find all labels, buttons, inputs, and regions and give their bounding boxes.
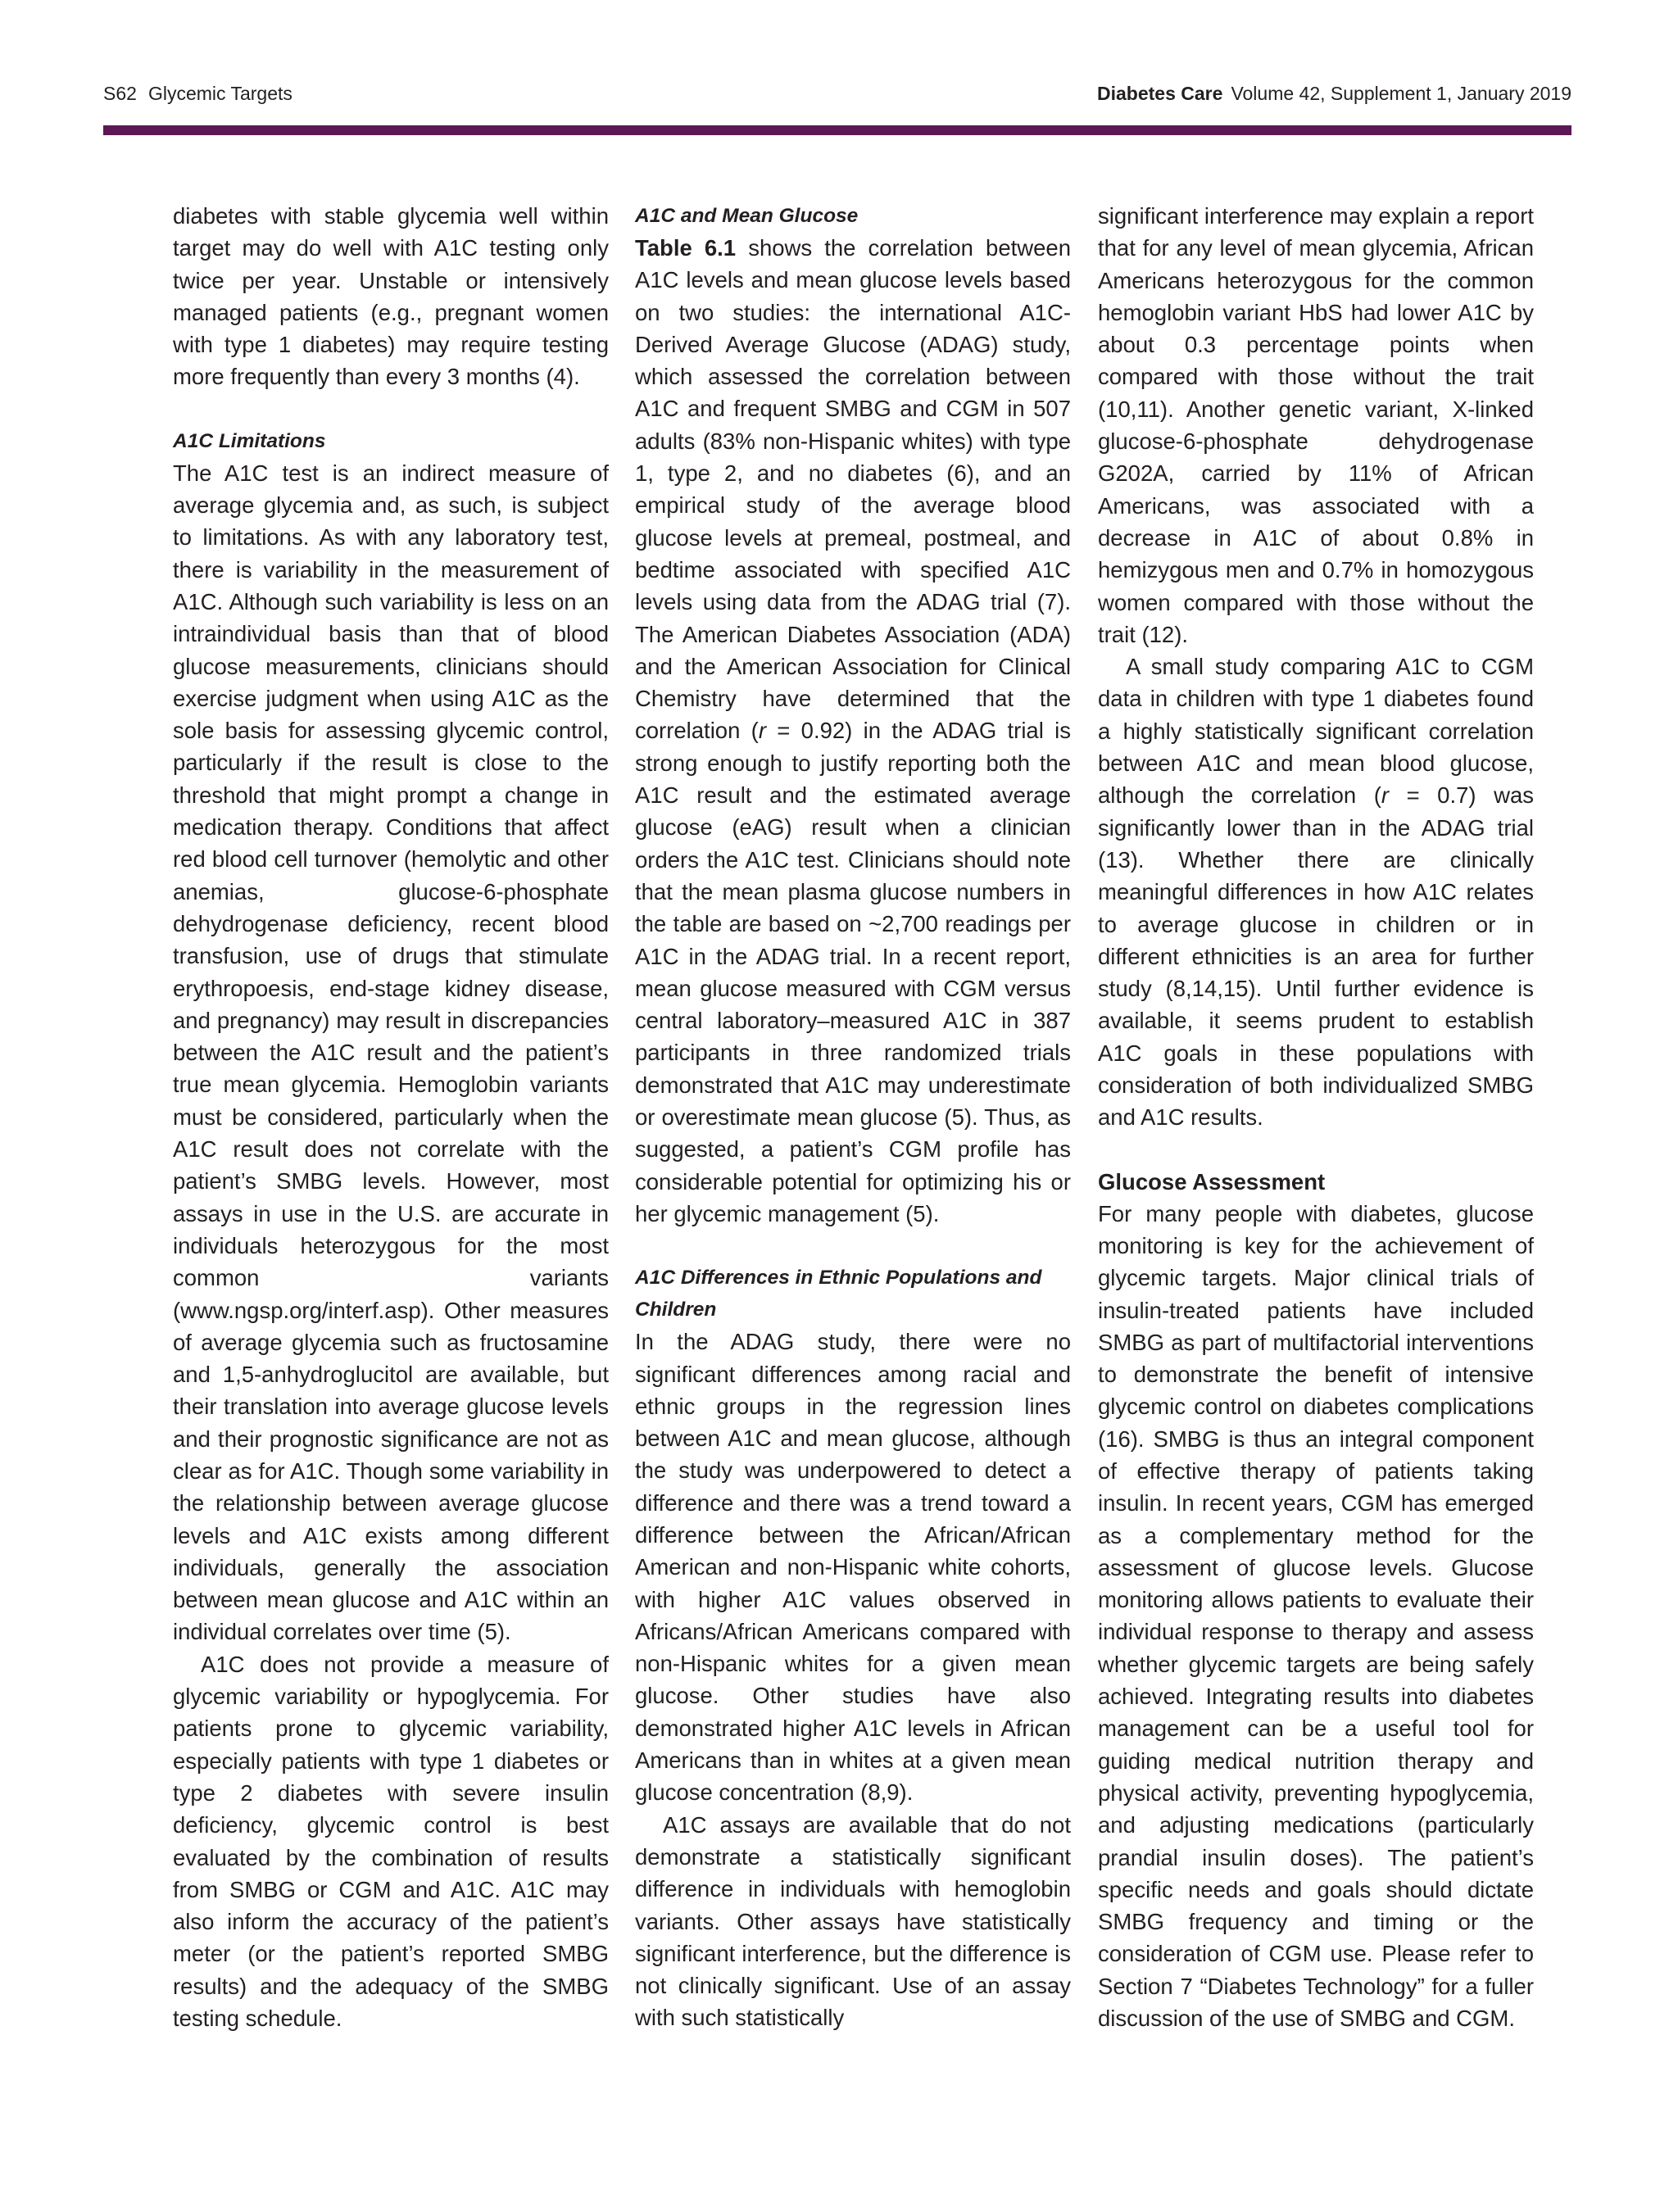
page-number: S62 <box>103 83 137 104</box>
text-run: A small study comparing A1C to CGM data in children with type 1 diabetes found a highly statistically significant correlation between A1C and mean blood glucose, although the correlation ( <box>1098 654 1534 809</box>
subheading-a1c-limitations: A1C Limitations <box>173 429 326 452</box>
text-run: shows the correlation between A1C levels and mean glucose levels based on two studies: the international A1C-Derived Average Glucose (ADAG) study, which assessed the correlation between A1C and frequent SMBG and CGM in 507 adults (83% non-Hispanic whites) with type 1, type 2, and no diabetes (6), and an empirical study of the average blood glucose levels at premeal, postmeal, and bedtime associated with specified A1C levels using data from the ADAG trial (7). The American Diabetes Association (ADA) and the American Association for Clinical Chemistry have determined that the correlation ( <box>635 235 1072 744</box>
paragraph: significant interference may explain a report that for any level of mean glycemia, African Americans heterozygous for the common hemoglobin variant HbS had lower A1C by about 0.3 percentage points when compared with those without the trait (10,11). Another genetic variant, X-linked glucose-6-phosphate dehydrogenase G202A, carried by 11% of African Americans, was associated with a decrease in A1C of about 0.8% in hemizygous men and 0.7% in homozygous women compared with those without the trait (12). <box>1098 203 1534 647</box>
paragraph <box>635 232 1071 1230</box>
paragraph: The A1C test is an indirect measure of average glycemia and, as such, is subject to limitations. As with any laboratory test, there is variability in the measurement of A1C. Although such variability is less on an intraindividual basis than that of blood glucose measurements, clinicians should exercise judgment when using A1C as the sole basis for assessing glycemic control, particularly if the result is close to the threshold that might prompt a change in medication therapy. Conditions that affect red blood cell turnover (hemolytic and other anemias, glucose-6-phosphate dehydrogenase deficiency, recent blood transfusion, use of drugs that stimulate erythropoesis, end-stage kidney disease, and pregnancy) may result in discrepancies between the A1C result and the patient’s true mean glycemia. Hemoglobin variants must be considered, particularly when the A1C result does not correlate with the patient’s SMBG levels. However, most assays in use in the U.S. are accurate in individuals heterozygous for the most common variants (www.ngsp.org/interf.asp). Other measures of average glycemia such as fructosamine and 1,5-anhydroglucitol are available, but their translation into average glucose levels and their prognostic significance are not as clear as for A1C. Though some variability in the relationship between average glucose levels and A1C exists among different individuals, generally the association between mean glucose and A1C within an individual correlates over time (5). <box>173 460 609 1645</box>
paragraph: For many people with diabetes, glucose monitoring is key for the achievement of glycemic targets. Major clinical trials of insulin-treated patients have included SMBG as part of multifactorial interventions to demonstrate the benefit of intensive glycemic control on diabetes complications (16). SMBG is thus an integral component of effective therapy of patients taking insulin. In recent years, CGM has emerged as a complementary method for the assessment of glucose levels. Glucose monitoring allows patients to evaluate their individual response to therapy and assess whether glycemic targets are being safely achieved. Integrating results into diabetes management can be a useful tool for guiding medical nutrition therapy and physical activity, preventing hypoglycemia, and adjusting medications (particularly prandial insulin doses). The patient’s specific needs and goals should dictate SMBG frequency and timing or the consideration of CGM use. Please refer to Section 7 “Diabetes Technology” for a fuller discussion of the use of SMBG and CGM. <box>1098 1200 1534 2032</box>
section-title: Glycemic Targets <box>147 83 293 104</box>
text-run: = 0.7) was significantly lower than in the ADAG trial (13). Whether there are clinically meaningful differences in how A1C relates to average glucose in children or in different ethnicities is an area for further study (8,14,15). Until further evidence is available, it seems prudent to establish A1C goals in these populations with consideration of both individualized SMBG and A1C results. <box>1098 782 1534 1131</box>
running-head <box>103 83 1571 112</box>
column-1 <box>173 200 609 2034</box>
paragraph: A1C assays are available that do not demonstrate a statistically significant difference in individuals with hemoglobin variants. Other assays have statistically significant interference, but the difference is not clinically significant. Use of an assay with such statistically <box>635 1811 1071 2031</box>
issue-info: Volume 42, Supplement 1, January 2019 <box>1231 83 1571 104</box>
header-rule <box>103 125 1571 135</box>
paragraph: diabetes with stable glycemia well within target may do well with A1C testing only twice per year. Unstable or intensively managed patients (e.g., pregnant women with type 1 diabetes) may require testing more frequently than every 3 months (4). <box>173 203 609 390</box>
section-heading-glucose-assessment: Glucose Assessment <box>1098 1168 1326 1194</box>
column-2 <box>635 200 1071 2034</box>
table-reference-link[interactable]: Table 6.1 <box>635 235 737 261</box>
text-run: = 0.92) in the ADAG trial is strong enough to justify reporting both the A1C result and the estimated average glucose (eAG) result when a clinician orders the A1C test. Clinicians should note that the mean plasma glucose numbers in the table are based on ~2,700 readings per A1C in the ADAG trial. In a recent report, mean glucose measured with CGM versus central laboratory–measured A1C in 387 participants in three randomized trials demonstrated that A1C may underestimate or overestimate mean glucose (5). Thus, as suggested, a patient’s CGM profile has considerable potential for optimizing his or her glycemic management (5). <box>635 718 1071 1226</box>
paragraph <box>1098 650 1534 1133</box>
spacer <box>1098 1134 1534 1166</box>
paragraph: A1C does not provide a measure of glycemic variability or hypoglycemia. For patients prone to glycemic variability, especially patients with type 1 diabetes or type 2 diabetes with severe insulin deficiency, glycemic control is best evaluated by the combination of results from SMBG or CGM and A1C. A1C may also inform the accuracy of the patient’s meter (or the patient’s reported SMBG results) and the adequacy of the SMBG testing schedule. <box>173 1651 609 2032</box>
spacer <box>173 393 609 425</box>
math-r: r <box>1381 782 1390 809</box>
paragraph: In the ADAG study, there were no significant differences among racial and ethnic groups in the regression lines between A1C and mean glucose, although the study was underpowered to detect a difference and there was a trend toward a difference between the African/African American and non-Hispanic white cohorts, with higher A1C values observed in Africans/African Americans compared with non-Hispanic whites for a given mean glucose. Other studies have also demonstrated higher A1C levels in African Americans than in whites at a given mean glucose concentration (8,9). <box>635 1329 1071 1806</box>
journal-name: Diabetes Care <box>1097 83 1223 104</box>
running-head-left <box>103 83 304 105</box>
math-r: r <box>758 718 767 744</box>
subheading-ethnic-differences: A1C Differences in Ethnic Populations and Children <box>635 1267 1042 1321</box>
running-head-right <box>1097 83 1571 105</box>
column-3 <box>1098 200 1534 2034</box>
subheading-a1c-mean-glucose: A1C and Mean Glucose <box>635 205 859 227</box>
spacer <box>635 1230 1071 1262</box>
